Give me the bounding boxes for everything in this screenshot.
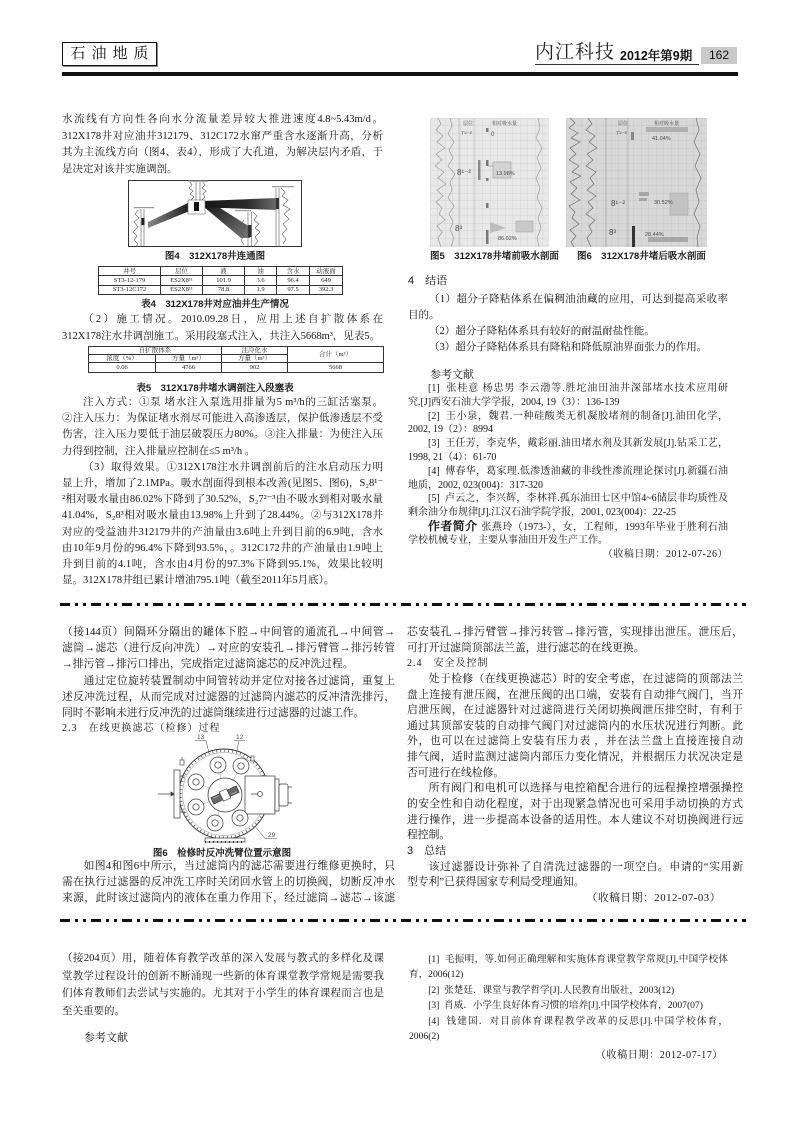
text-line: 滤筒→滤芯（进行反向冲洗）→对应的安装孔→排污臂管→排污转管 [62, 642, 395, 655]
table-row [99, 285, 343, 294]
figure-6-backwash-arm-diagram [155, 732, 295, 847]
layer-label: 8³ [609, 228, 617, 237]
paragraph [62, 112, 383, 178]
reference-item [409, 952, 728, 983]
table-header-row [89, 347, 384, 355]
column-label-layer: 层位 [463, 121, 474, 127]
figure-6-caption: 图6 检修时反冲洗臂位置示意图 [152, 848, 292, 859]
table-5-injection-slug [88, 346, 384, 373]
layer-value: 0 [491, 132, 495, 138]
filter-cartridge [207, 815, 223, 831]
reference-item [408, 437, 728, 465]
table-cell: 3.6 [245, 276, 277, 285]
table-cell: 5668 [288, 363, 384, 372]
text-line: 显。312X178井组已累计增油795.1吨（截至2011年5月底）。 [62, 575, 335, 587]
layer-value: 41.04% [652, 136, 671, 142]
callout-label: 13 [197, 734, 205, 741]
text-line: （接204页）用，随着体育教学改革的深入发展与教式的多样化及课 [62, 953, 384, 964]
column-header: 液 [203, 267, 245, 276]
section-label: 石油地质 [70, 46, 155, 62]
text-line: 排气阀，适时监测过滤筒内部压力变化情况，并根据压力状况决定是 [407, 751, 743, 764]
body-text [62, 624, 395, 737]
column-header: 方量（m³） [156, 355, 222, 363]
section-heading-conclusion: 4 结语 [408, 275, 448, 287]
text-line: 盘上连接有泄压阀，在泄压阀的出口端，安装有自动排气阀门，当开 [407, 688, 743, 701]
conclusion-item [408, 292, 728, 324]
table-cell: 1.9 [245, 285, 277, 294]
table-cell: 78.8 [203, 285, 245, 294]
layer-value: 30.52% [654, 200, 673, 206]
text-line: 目的。 [408, 310, 440, 321]
body-text [62, 395, 383, 589]
figure-6-caption: 图6 312X178井堵后吸水剖面 [577, 251, 706, 262]
text-line: （3）取得效果。①312X178注水井调剖前后的注水启动压力明 [83, 461, 383, 473]
received-date: （收稿日期：2012-07-03） [586, 891, 721, 904]
table-cell: ES2X8¹¹ [161, 285, 203, 294]
reference-list [408, 382, 728, 561]
figure-5-injection-profile-before [430, 118, 549, 247]
inlet-arrow-icon [158, 792, 174, 796]
layer-value: 13.98% [496, 171, 515, 177]
received-date: （收稿日期：2012-07-26） [602, 548, 728, 560]
section-heading-2-3: 2.3 在线更换滤芯（检修）过程 [62, 723, 221, 735]
paragraph [407, 860, 743, 891]
masthead-underline [535, 64, 699, 65]
filter-cartridge [188, 774, 204, 790]
reference-item [408, 410, 728, 438]
body-text [407, 625, 743, 907]
text-line: 2006(2) [409, 1031, 440, 1042]
text-line: （接144页）间隔环分隔出的罐体下腔→中间管的通流孔→中间管→ [62, 626, 395, 638]
table-cell: 649 [310, 276, 343, 285]
page-number: 162 [701, 47, 737, 64]
text-line: [3] 王任芳，李克华，戴彩丽.油田堵水剂及其新发展[J].钻采工艺， [428, 438, 728, 450]
table-cell: 96.4 [277, 276, 310, 285]
text-line: （1）超分子降粘体系在偏稠油油藏的应用，可达到提高采收率 [429, 294, 728, 305]
reference-list [409, 952, 728, 1064]
table-cell: 902 [222, 363, 288, 372]
column-label-layer: 层位 [618, 121, 629, 127]
section-label-box [62, 42, 157, 66]
text-line: 312X178井对应油井312179、312C172水窜严重含水逐渐升高，分析 [62, 130, 383, 142]
column-group-header: 注冷化水 [222, 347, 288, 355]
text-line: 来源，此时该过滤筒内的液体在重力作用下，经过滤筒→滤芯→该滤 [62, 892, 395, 904]
text-line [408, 520, 728, 534]
paragraph [62, 858, 395, 906]
table-cell: 392.3 [310, 285, 343, 294]
column-header: 浓度（%） [89, 355, 156, 363]
column-header: 井号 [99, 267, 161, 276]
text-line: [4] 钱建国．对目前体育课程教学改革的反思[J].中国学校体育， [428, 1015, 728, 1027]
column-header: 含水 [277, 267, 310, 276]
figure-6-injection-profile-after [566, 118, 707, 247]
paragraph [407, 672, 743, 781]
layer-label: 8¹⁻² [457, 168, 471, 177]
text-line: 剩余油分布规律[J].江汉石油学院学报，2001, 023(004)：22-25 [408, 507, 677, 519]
figure-5-caption: 图5 312X178井堵前吸水剖面 [430, 251, 559, 262]
text-line: 启泄压阀，在过滤器针对过滤筒进行关闭切换阀泄压排空时，有利于 [407, 704, 743, 717]
text-line: 至关重要的。 [62, 1005, 125, 1017]
text-line: 是决定对该井实施调剖。 [62, 163, 178, 175]
text-line: 外，也可以在过滤筒上安装有压力表 ，并在法兰盘上直接连接自动 [407, 735, 743, 748]
text-line: 力得到控制，注入排量应控制在≤5 m³/h 。 [62, 445, 256, 457]
text-line: 由10年9月份的96.4%下降到93.5%，。312C172井的产油量由1.9吨上 [62, 542, 383, 554]
conclusion-list [408, 292, 728, 356]
filter-cartridge [232, 810, 248, 826]
paragraph [62, 624, 395, 673]
references-heading: 参考文献 [84, 1032, 128, 1044]
reference-item [408, 382, 728, 410]
text-line: 41.04%，S₂8³相对吸水量由13.98%上升到了28.44%。②与312X178井 [62, 510, 383, 522]
table-cell: ST3-12-179 [99, 276, 161, 285]
reference-item [409, 983, 728, 999]
column-header-total: 合计（m³） [288, 347, 384, 363]
text-line: 地质，2002, 023(004)：317-320 [408, 479, 543, 491]
table-cell: 4766 [156, 363, 222, 372]
text-line: 的安全性和自动化程度，对于出现紧急情况也可采用手动切换的方式 [407, 798, 743, 811]
text-line: 该过滤器设计弥补了自清洗过滤器的一项空白。申请的“实用新 [428, 860, 743, 873]
text-line: ②注入压力：为保证堵水剂尽可能进入高渗透层，保护低渗透层不受 [62, 413, 383, 425]
paragraph [407, 781, 743, 844]
reference-item [409, 1014, 728, 1045]
text-line: 312X178注水井调剖施工。采用段塞式注入，共注入5668m³，见表5。 [62, 330, 381, 342]
text-line: （2）施工情况。2010.09.28日，应用上述自扩散体系在 [83, 314, 383, 325]
callout-label: 29 [268, 832, 276, 839]
table-4-production [98, 266, 343, 295]
filter-cartridge [188, 799, 204, 815]
table-cell: 101.9 [203, 276, 245, 285]
column-header: 方量（m³） [222, 355, 288, 363]
paragraph [62, 395, 383, 460]
text-line: 否可进行在线检修。 [407, 766, 505, 779]
layer-value: 28.44% [645, 232, 664, 238]
paragraph [62, 673, 395, 722]
text-line: （3）超分子降粘体系具有降粘和降低原油界面张力的作用。 [429, 342, 708, 353]
column-label-value: 相对吸水量 [492, 121, 518, 127]
text-line: ²相对吸水量由86.02%下降到了30.52%，S₂7²⁻³由不吸水到相对吸水量 [62, 494, 383, 506]
table-cell: ST3-12C172 [99, 285, 161, 294]
text-line: [1] 毛振明，等.如何正确理解和实施体育课堂教学常规[J].中国学校体 [428, 953, 728, 965]
table-cell: 0.06 [89, 363, 156, 372]
conclusion-item [408, 324, 728, 340]
column-header: 动液面 [310, 267, 343, 276]
paragraph [62, 312, 383, 345]
text-line: [2] 张楚廷．课堂与教学哲学[J].人民教育出版社，2003(12) [428, 984, 675, 996]
text-line: 们体育教师们去尝试与实施的。尤其对于小学生的体育课程而言也是 [62, 988, 384, 999]
text-line: 程控制。 [407, 829, 451, 842]
reference-item [409, 998, 728, 1014]
layer-label: 8¹⁻² [611, 199, 625, 208]
outlet-housing [245, 776, 292, 814]
table-header-row [99, 267, 343, 276]
text-line: 伤害，注入压力要低于油层破裂压力80%。③注入排量：为使注入压 [62, 429, 383, 441]
references-heading: 参考文献 [430, 369, 474, 381]
text-line: 同时不影响未进行反冲洗的过滤筒继续进行过滤器的过滤工作。 [62, 706, 365, 719]
text-line: 堂教学过程设计的创新不断涌现一些新的体育课堂教学常规是需要我 [62, 970, 384, 982]
author-bio-label: 作者简介 [428, 519, 478, 533]
journal-name: 内江科技 [535, 42, 616, 63]
text-line: 通过其顶部安装的自动排气阀门对过滤筒内的水压状况进行判断。此 [407, 719, 743, 732]
article-separator [60, 603, 746, 606]
table-5-caption: 表5 312X178井堵水调剖注入段塞表 [136, 383, 294, 394]
text-line: （2）超分子降粘体系具有较好的耐温耐盐性能。 [429, 326, 655, 337]
table-row [99, 276, 343, 285]
reference-item [408, 465, 728, 493]
reference-item [408, 492, 728, 520]
text-line: 升到目前的4.1吨，含水由4月份的97.3%下降到95.1%，效果比较明 [62, 558, 383, 570]
text-line: 对应的受益油井312179井的产油量由3.6吨上升到目前的6.9吨，含水 [62, 526, 383, 538]
text-line: 如图4和图6中所示，当过滤筒内的滤芯需要进行维修更换时，只 [83, 860, 395, 872]
paragraph [62, 950, 384, 1020]
text-line: 2002, 19（2）：8994 [408, 424, 493, 436]
layer-value: 86.02% [498, 236, 517, 242]
layer-label: 7⁽²⁻³⁾ [616, 131, 628, 137]
filter-cartridge [233, 758, 249, 774]
figure-grid [566, 118, 707, 247]
text-line: 水流线有方向性各向水分流量差异较大推进速度4.8~5.43m/d。 [62, 114, 383, 125]
column-header: 油 [245, 267, 277, 276]
issue-label: 2012年第9期 [620, 49, 693, 63]
paragraph [62, 460, 383, 590]
figure-4-well-connectivity-diagram [128, 180, 302, 247]
text-line: 需在执行过滤器的反冲洗工序时关闭回水管上的切换阀，切断反冲水 [62, 876, 395, 888]
column-header: 层位 [161, 267, 203, 276]
table-cell: 97.5 [277, 285, 310, 294]
masthead-rule [62, 72, 738, 76]
text-line: 进行操作，进一步提高本设备的适用性。本人建议不对切换阀进行远 [407, 813, 743, 826]
section-heading-summary: 3 总结 [407, 844, 447, 857]
author-bio-text: 张燕玲（1973-），女，工程师，1993年毕业于胜利石油 [481, 521, 728, 533]
text-line: [2] 王小泉，魏君.一种硅酸类无机凝胶堵剂的制备[J].油田化学， [428, 410, 728, 422]
base-plate [205, 838, 245, 842]
text-line: 所有阀门和电机可以选择与电控箱配合进行的远程操控增强操控 [428, 782, 743, 795]
text-line: 述反冲洗过程，从而完成对过滤器的过滤筒内滤芯的反冲清洗排污， [62, 690, 395, 703]
conclusion-item [408, 340, 728, 356]
callout-label: 12 [236, 734, 244, 741]
filter-cartridge [210, 757, 226, 773]
text-line: 1998, 21（4）：61-70 [408, 451, 497, 463]
text-line: 显上升，增加了2.1MPa。吸水剖面得到根本改善(见图5、图6)，S₂8¹⁻ [62, 477, 383, 489]
received-date: （收稿日期：2012-07-17） [595, 1049, 723, 1061]
text-line: →排污管→排污口排出，完成指定过滤筒滤芯的反冲洗过程。 [62, 658, 354, 671]
paragraph [407, 625, 743, 656]
text-line: 育，2006(12) [409, 969, 464, 980]
table-4-caption: 表4 312X178井对应油井生产情况 [141, 299, 289, 310]
text-line: 处于检修（在线更换滤芯）时的安全考虑，在过滤筒的顶部法兰 [428, 672, 743, 685]
article-separator [60, 919, 746, 922]
table-row [89, 363, 384, 372]
text-line: 其为主流线方向（图4、表4），形成了大孔道，为解决层内矛盾，于 [62, 147, 383, 159]
text-line: [3] 肖威．小学生良好体育习惯的培养[J].中国学校体育，2007(07) [428, 1000, 703, 1011]
table-cell: ES2X8¹¹ [161, 276, 203, 285]
text-line: 究.[J]西安石油大学学报，2004, 19（3）：136-139 [408, 396, 620, 408]
text-line: 型专利”已获得国家专利局受理通知。 [407, 876, 585, 889]
column-group-header: 自扩散体系 [89, 347, 222, 355]
author-bio [408, 520, 728, 548]
text-line: 学校机械专业，主要从事油田开发生产工作。 [408, 534, 608, 546]
figure-4-caption: 图4 312X178井连通图 [164, 251, 266, 262]
section-heading-2-4: 2.4 安全及控制 [407, 658, 489, 670]
text-line: 可打开过滤筒顶部法兰盖，进行滤芯的在线更换。 [407, 641, 645, 654]
layer-label: 8³ [455, 224, 463, 233]
text-line: [4] 傅春华，葛家理.低渗透油藏的非线性渗流理论探讨[J].新疆石油 [428, 465, 728, 477]
text-line: 注入方式：①泵 堵水注入泵选用排量为5 m³/h的三缸活塞泵。 [83, 397, 383, 408]
layer-label: 7⁽²⁻³⁾ [461, 131, 473, 137]
text-line: 通过定位旋转装置制动中间管转动并定位对接各过滤筒，重复上 [83, 674, 395, 687]
column-label-value: 相对吸水量 [654, 121, 680, 127]
text-line: [1] 张桂意 杨忠男 李云渤等.胜坨油田油井深部堵水技术应用研 [428, 383, 728, 394]
text-line: [5] 卢云之，李兴辉，李林祥.孤东油田七区中馆4~6储层非均质性及 [428, 493, 728, 505]
text-line: 芯安装孔→排污臂管→排污转管→排污管，实现排出泄压。泄压后， [407, 626, 743, 638]
